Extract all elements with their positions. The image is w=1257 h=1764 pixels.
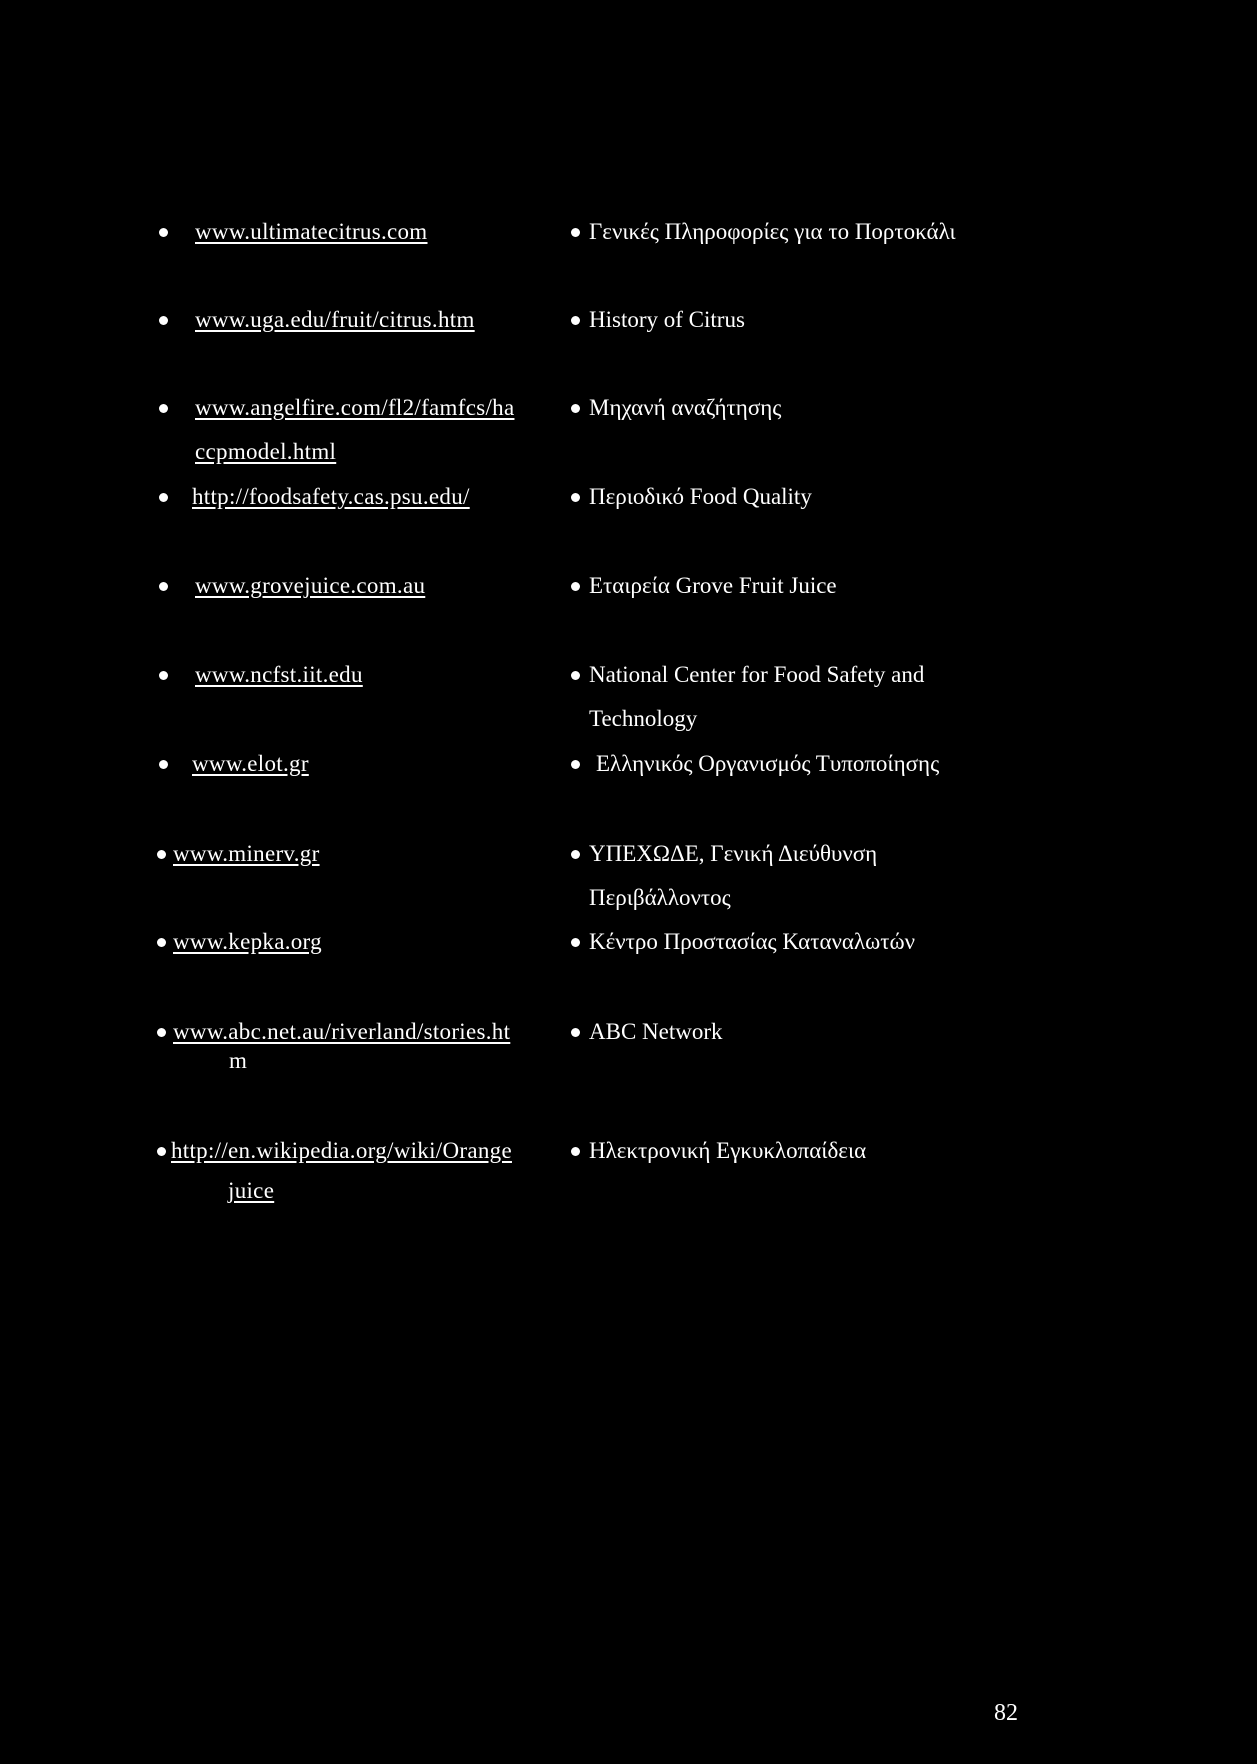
bullet-icon xyxy=(571,582,580,591)
bullet-icon xyxy=(571,938,580,947)
link-wikipedia[interactable]: http://en.wikipedia.org/wiki/Orange xyxy=(171,1138,512,1163)
link-foodsafety[interactable]: http://foodsafety.cas.psu.edu/ xyxy=(192,484,470,509)
bullet-icon xyxy=(571,760,580,769)
bullet-icon xyxy=(159,671,168,680)
link-kepka[interactable]: www.kepka.org xyxy=(173,929,322,954)
desc-minerv-cont: Περιβάλλοντος xyxy=(589,885,731,910)
desc-angelfire: Μηχανή αναζήτησης xyxy=(589,395,782,420)
link-wikipedia-cont[interactable]: juice xyxy=(228,1178,275,1203)
desc-kepka: Κέντρο Προστασίας Καταναλωτών xyxy=(589,929,916,954)
bullet-icon xyxy=(571,850,580,859)
link-uga-citrus[interactable]: www.uga.edu/fruit/citrus.htm xyxy=(195,307,475,332)
bullet-icon xyxy=(159,760,168,769)
link-angelfire-cont[interactable]: ccpmodel.html xyxy=(195,439,337,464)
bullet-icon xyxy=(571,671,580,680)
bullet-icon xyxy=(571,1028,580,1037)
desc-wikipedia: Ηλεκτρονική Εγκυκλοπαίδεια xyxy=(589,1138,867,1163)
bullet-icon xyxy=(571,404,580,413)
link-grovejuice[interactable]: www.grovejuice.com.au xyxy=(195,573,426,598)
bullet-icon xyxy=(571,316,580,325)
bullet-icon xyxy=(159,404,168,413)
link-abc-cont[interactable]: m xyxy=(229,1048,248,1073)
bullet-icon xyxy=(157,938,166,947)
link-elot[interactable]: www.elot.gr xyxy=(192,751,309,776)
bullet-icon xyxy=(157,1028,166,1037)
desc-ultimatecitrus: Γενικές Πληροφορίες για το Πορτοκάλι xyxy=(589,219,956,244)
link-abc[interactable]: www.abc.net.au/riverland/stories.ht xyxy=(173,1019,511,1044)
bullet-icon xyxy=(159,582,168,591)
desc-minerv: ΥΠΕΧΩΔΕ, Γενική Διεύθυνση xyxy=(589,841,878,866)
link-ultimatecitrus[interactable]: www.ultimatecitrus.com xyxy=(195,219,428,244)
link-ncfst[interactable]: www.ncfst.iit.edu xyxy=(195,662,363,687)
desc-elot: Ελληνικός Οργανισμός Τυποποίησης xyxy=(596,751,940,776)
page-number: 82 xyxy=(994,1700,1018,1726)
bullet-icon xyxy=(571,228,580,237)
bullet-icon xyxy=(157,850,166,859)
bullet-icon xyxy=(571,1147,580,1156)
bullet-icon xyxy=(159,228,168,237)
bullet-icon xyxy=(159,493,168,502)
link-minerv[interactable]: www.minerv.gr xyxy=(173,841,320,866)
bullet-icon xyxy=(571,493,580,502)
link-angelfire[interactable]: www.angelfire.com/fl2/famfcs/ha xyxy=(195,395,515,420)
desc-foodsafety: Περιοδικό Food Quality xyxy=(589,484,812,509)
bullet-icon xyxy=(159,316,168,325)
bullet-icon xyxy=(157,1147,166,1156)
desc-uga-citrus: History of Citrus xyxy=(589,307,745,332)
desc-grovejuice: Εταιρεία Grove Fruit Juice xyxy=(589,573,837,598)
desc-abc: ABC Network xyxy=(589,1019,723,1044)
desc-ncfst-cont: Technology xyxy=(589,706,698,731)
desc-ncfst: National Center for Food Safety and xyxy=(589,662,925,687)
